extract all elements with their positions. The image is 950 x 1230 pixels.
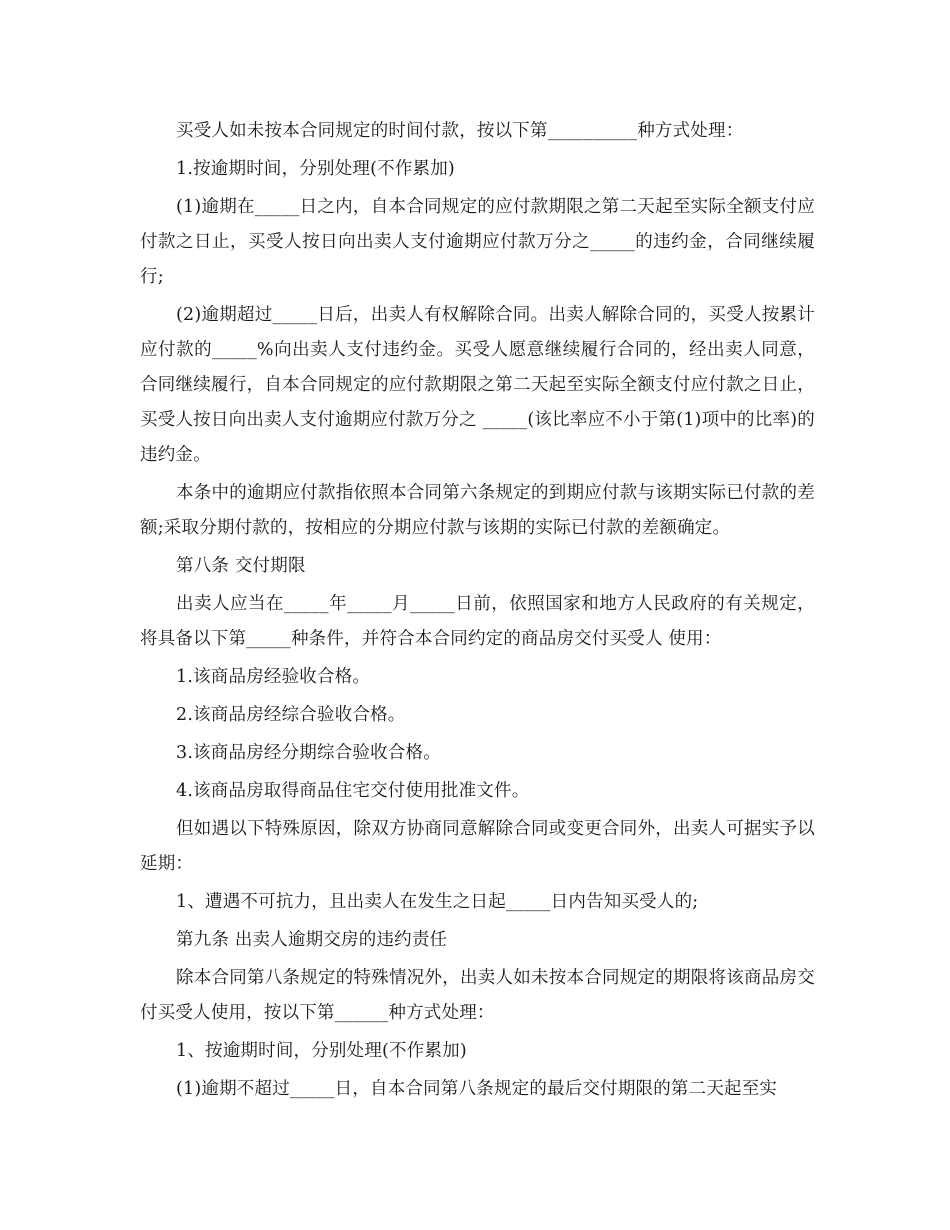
paragraph-late-delivery: 除本合同第八条规定的特殊情况外，出卖人如未按本合同规定的期限将该商品房交付买受人使用，按以下第______种方式处理： <box>140 968 815 1023</box>
list-item-force-majeure: 1、遭遇不可抗力，且出卖人在发生之日起_____日内告知买受人的; <box>176 892 699 912</box>
list-item-condition-2: 2.该商品房经综合验收合格。 <box>176 705 406 725</box>
list-item-condition-4: 4.该商品房取得商品住宅交付使用批准文件。 <box>176 781 530 801</box>
paragraph-overdue-handling: 1.按逾期时间，分别处理(不作累加) <box>176 159 455 179</box>
document-body <box>140 114 815 1110</box>
paragraph-overdue-definition: 本条中的逾期应付款指依照本合同第六条规定的到期应付款与该期实际已付款的差额;采取分期付款的，按相应的分期应付款与该期的实际已付款的差额确定。 <box>140 483 815 538</box>
paragraph-overdue-clause-1: (1)逾期在_____日之内，自本合同规定的应付款期限之第二天起至实际全额支付应付款之日止，买受人按日向出卖人支付逾期应付款万分之_____的违约金，合同继续履行; <box>140 197 815 287</box>
list-item-condition-3: 3.该商品房经分期综合验收合格。 <box>176 743 441 763</box>
section-heading-article-9: 第九条 出卖人逾期交房的违约责任 <box>176 930 448 950</box>
list-item-condition-1: 1.该商品房经验收合格。 <box>176 667 371 687</box>
paragraph-late-delivery-handling: 1、按逾期时间，分别处理(不作累加) <box>176 1041 467 1061</box>
paragraph-overdue-clause-2: (2)逾期超过_____日后，出卖人有权解除合同。出卖人解除合同的，买受人按累计应付款的_____%向出卖人支付违约金。买受人愿意继续履行合同的，经出卖人同意，合同继续履行，自本合同规定的应付款期限之第二天起至实际全额支付应付款之日止，买受人按日向出卖人支付逾期应付款万分之 _____(该比率应不小于第(1)项中的比率)的违约金。 <box>140 305 815 465</box>
section-heading-article-8: 第八条 交付期限 <box>176 556 306 576</box>
paragraph-late-delivery-clause-1: (1)逾期不超过_____日，自本合同第八条规定的最后交付期限的第二天起至实 <box>176 1079 778 1099</box>
paragraph-delivery-deadline: 出卖人应当在_____年_____月_____日前，依照国家和地方人民政府的有关规定，将具备以下第_____种条件，并符合本合同约定的商品房交付买受人 使用： <box>140 594 815 649</box>
paragraph-special-reasons: 但如遇以下特殊原因，除双方协商同意解除合同或变更合同外，出卖人可据实予以延期： <box>140 819 815 874</box>
paragraph-payment-method: 买受人如未按本合同规定的时间付款，按以下第__________种方式处理： <box>176 121 744 141</box>
